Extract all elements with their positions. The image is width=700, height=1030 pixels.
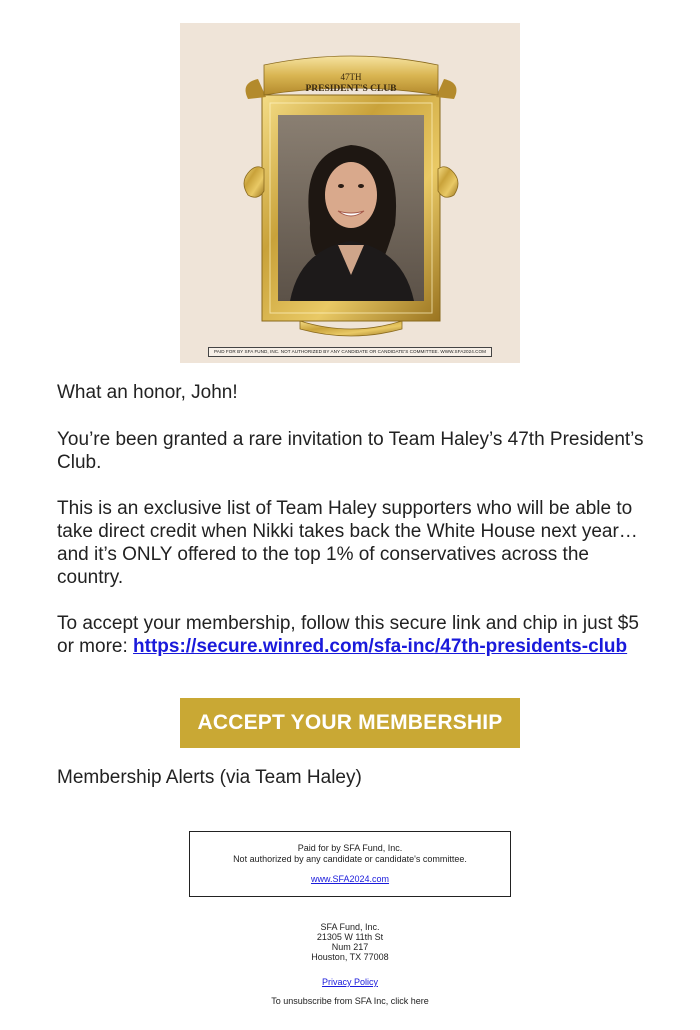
hero-image [180, 23, 520, 363]
accept-paragraph [57, 612, 657, 658]
invitation-paragraph: You’re been granted a rare invitation to Team Haley’s 47th President’s Club. [57, 429, 644, 473]
not-authorized-line: Not authorized by any candidate or candidate's committee. [233, 854, 467, 864]
donation-link[interactable]: https://secure.winred.com/sfa-inc/47th-presidents-club [133, 636, 628, 657]
presidents-club-frame-graphic [180, 23, 520, 363]
address-unit: Num 217 [331, 942, 369, 952]
greeting: What an honor, John! [57, 382, 238, 403]
mailing-address [250, 922, 450, 962]
website-link[interactable]: www.SFA2024.com [310, 874, 390, 884]
image-disclaimer: PAID FOR BY SFA FUND, INC. NOT AUTHORIZED BY ANY CANDIDATE OR CANDIDATE'S COMMITTEE. WWW.SFA2024.COM [208, 347, 492, 357]
paid-for-box [189, 831, 511, 897]
banner-line2: PRESIDENT'S CLUB [305, 84, 397, 94]
paid-for-line: Paid for by SFA Fund, Inc. [297, 843, 403, 853]
sender-signature: Membership Alerts (via Team Haley) [57, 767, 362, 788]
privacy-policy-link[interactable]: Privacy Policy [321, 977, 378, 987]
address-city: Houston, TX 77008 [311, 952, 389, 962]
accept-membership-button[interactable]: ACCEPT YOUR MEMBERSHIP [180, 698, 520, 748]
address-org: SFA Fund, Inc. [320, 922, 380, 932]
accept-paragraph-text: To accept your membership, follow this secure link and chip in just $5 or more: [57, 613, 639, 657]
address-street: 21305 W 11th St [316, 932, 384, 942]
banner-line1: 47TH [340, 72, 362, 82]
exclusive-paragraph: This is an exclusive list of Team Haley supporters who will be able to take direct credit when Nikki takes back the White House next year… and it’s ONLY offered to the top 1% of conservatives across the country. [57, 498, 638, 588]
unsubscribe-line[interactable]: To unsubscribe from SFA Inc, click here [271, 996, 429, 1006]
